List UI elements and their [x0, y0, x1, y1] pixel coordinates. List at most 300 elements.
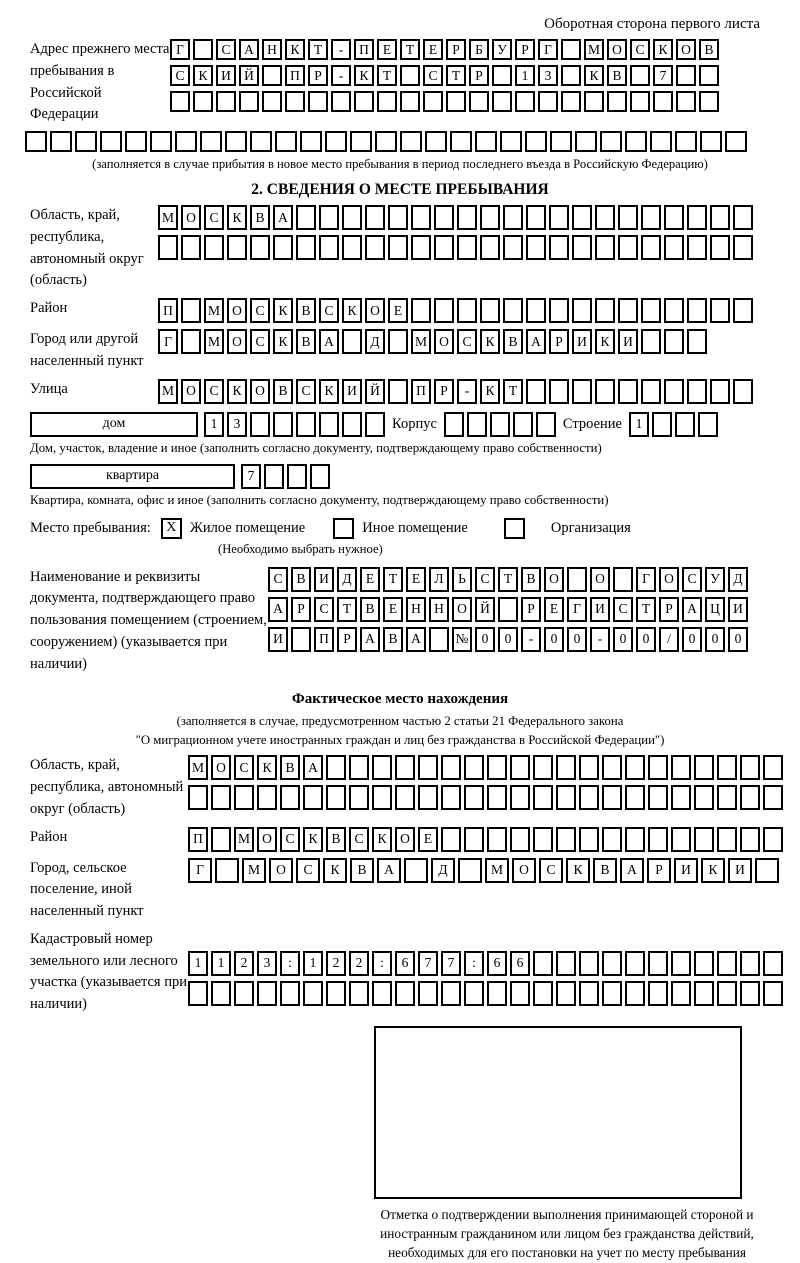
- char-cell: 1: [204, 412, 224, 437]
- char-cell: [572, 298, 592, 323]
- district-row: [158, 298, 753, 323]
- char-cell: В: [280, 755, 300, 780]
- char-cell: [515, 91, 535, 112]
- char-cell: [388, 235, 408, 260]
- char-cell: С: [204, 205, 224, 230]
- char-cell: [492, 65, 512, 86]
- char-cell: С: [319, 298, 339, 323]
- char-cell: С: [250, 298, 270, 323]
- char-cell: 2: [326, 951, 346, 976]
- char-cell: Д: [365, 329, 385, 354]
- char-cell: С: [268, 567, 288, 592]
- char-cell: Р: [469, 65, 489, 86]
- char-cell: [648, 951, 668, 976]
- char-cell: [549, 379, 569, 404]
- house-note: Дом, участок, владение и иное (заполнить согласно документу, подтверждающему право собственности): [30, 440, 602, 455]
- char-cell: А: [620, 858, 644, 883]
- char-cell: [533, 755, 553, 780]
- char-cell: [763, 951, 783, 976]
- char-cell: [411, 205, 431, 230]
- char-cell: [211, 981, 231, 1006]
- cadastral-field: [30, 929, 800, 1016]
- char-cell: Т: [337, 597, 357, 622]
- char-cell: О: [211, 755, 231, 780]
- char-cell: 0: [705, 627, 725, 652]
- actual-location-note-line2: "О миграционном учете иностранных граждан и лиц без гражданства в Российской Федерации"): [135, 732, 665, 747]
- char-cell: О: [250, 379, 270, 404]
- char-cell: [487, 785, 507, 810]
- char-cell: И: [216, 65, 236, 86]
- char-cell: [458, 858, 482, 883]
- char-cell: [600, 131, 622, 152]
- char-cell: Т: [383, 567, 403, 592]
- char-cell: [694, 951, 714, 976]
- char-cell: [273, 412, 293, 437]
- char-cell: [579, 827, 599, 852]
- char-cell: [444, 412, 464, 437]
- char-cell: [510, 785, 530, 810]
- char-cell: [710, 379, 730, 404]
- char-cell: [625, 785, 645, 810]
- char-cell: [641, 329, 661, 354]
- char-cell: [763, 785, 783, 810]
- char-cell: [464, 755, 484, 780]
- char-cell: [618, 298, 638, 323]
- char-cell: Г: [636, 567, 656, 592]
- char-cell: П: [285, 65, 305, 86]
- char-cell: [303, 785, 323, 810]
- char-cell: Ь: [452, 567, 472, 592]
- char-cell: К: [257, 755, 277, 780]
- korpus-label: Корпус: [392, 415, 437, 432]
- char-cell: [710, 298, 730, 323]
- char-cell: [525, 131, 547, 152]
- char-cell: [607, 91, 627, 112]
- char-cell: [434, 298, 454, 323]
- street-label: Улица: [30, 380, 68, 397]
- char-cell: [717, 951, 737, 976]
- char-cell: 1: [629, 412, 649, 437]
- apartment-row: [30, 464, 800, 489]
- prev-address-row-3: [170, 91, 719, 112]
- checkbox-other-premises[interactable]: [333, 518, 354, 539]
- char-cell: [457, 205, 477, 230]
- char-cell: [441, 755, 461, 780]
- char-cell: О: [257, 827, 277, 852]
- char-cell: И: [342, 379, 362, 404]
- char-cell: [257, 981, 277, 1006]
- char-cell: [296, 412, 316, 437]
- char-cell: [699, 65, 719, 86]
- char-cell: [350, 131, 372, 152]
- char-cell: Р: [434, 379, 454, 404]
- prev-address-row-2: [170, 65, 719, 86]
- char-cell: О: [607, 39, 627, 60]
- region-label: Область, край, республика, автономный округ (область): [30, 207, 144, 289]
- char-cell: А: [239, 39, 259, 60]
- char-cell: [648, 827, 668, 852]
- street-field: [30, 379, 800, 404]
- char-cell: [733, 205, 753, 230]
- char-cell: [513, 412, 533, 437]
- char-cell: [308, 91, 328, 112]
- char-cell: О: [269, 858, 293, 883]
- char-cell: [717, 981, 737, 1006]
- char-cell: [216, 91, 236, 112]
- char-cell: [262, 91, 282, 112]
- char-cell: М: [411, 329, 431, 354]
- char-cell: [755, 858, 779, 883]
- char-cell: [372, 785, 392, 810]
- char-cell: Д: [337, 567, 357, 592]
- char-cell: [725, 131, 747, 152]
- char-cell: [211, 785, 231, 810]
- char-cell: Р: [659, 597, 679, 622]
- char-cell: Р: [308, 65, 328, 86]
- char-cell: -: [331, 39, 351, 60]
- char-cell: С: [250, 329, 270, 354]
- char-cell: [273, 235, 293, 260]
- char-cell: [342, 412, 362, 437]
- char-cell: Е: [406, 567, 426, 592]
- char-cell: К: [584, 65, 604, 86]
- char-cell: В: [593, 858, 617, 883]
- char-cell: [652, 412, 672, 437]
- char-cell: 7: [418, 951, 438, 976]
- document-row-2: [268, 597, 748, 622]
- char-cell: В: [291, 567, 311, 592]
- char-cell: Д: [728, 567, 748, 592]
- char-cell: Н: [406, 597, 426, 622]
- char-cell: [388, 379, 408, 404]
- char-cell: [342, 205, 362, 230]
- char-cell: [602, 785, 622, 810]
- char-cell: К: [354, 65, 374, 86]
- char-cell: [365, 235, 385, 260]
- char-cell: [763, 981, 783, 1006]
- char-cell: [425, 131, 447, 152]
- char-cell: [326, 755, 346, 780]
- char-cell: [579, 951, 599, 976]
- char-cell: В: [350, 858, 374, 883]
- char-cell: С: [234, 755, 254, 780]
- char-cell: П: [314, 627, 334, 652]
- char-cell: А: [319, 329, 339, 354]
- char-cell: [648, 981, 668, 1006]
- char-cell: О: [365, 298, 385, 323]
- char-cell: Г: [538, 39, 558, 60]
- cadastral-label: Кадастровый номер земельного или лесного участка (указывается при наличии): [30, 930, 187, 1013]
- cadastral-row-1: [188, 951, 783, 976]
- char-cell: [239, 91, 259, 112]
- char-cell: С: [423, 65, 443, 86]
- char-cell: [533, 951, 553, 976]
- char-cell: С: [682, 567, 702, 592]
- char-cell: [487, 755, 507, 780]
- char-cell: Р: [521, 597, 541, 622]
- char-cell: [181, 298, 201, 323]
- char-cell: [170, 91, 190, 112]
- stay-type-row: [30, 518, 800, 539]
- char-cell: В: [503, 329, 523, 354]
- char-cell: 2: [234, 951, 254, 976]
- char-cell: И: [572, 329, 592, 354]
- char-cell: М: [188, 755, 208, 780]
- char-cell: [602, 755, 622, 780]
- char-cell: [694, 785, 714, 810]
- char-cell: [469, 91, 489, 112]
- char-cell: [648, 785, 668, 810]
- char-cell: №: [452, 627, 472, 652]
- korpus-cells: [444, 412, 556, 437]
- char-cell: С: [216, 39, 236, 60]
- document-row-3: [268, 627, 748, 652]
- char-cell: [365, 205, 385, 230]
- char-cell: В: [383, 627, 403, 652]
- char-cell: [492, 91, 512, 112]
- street-row: [158, 379, 753, 404]
- char-cell: 1: [515, 65, 535, 86]
- char-cell: Н: [429, 597, 449, 622]
- checkbox-residential[interactable]: X: [161, 518, 182, 539]
- char-cell: [698, 412, 718, 437]
- char-cell: [411, 235, 431, 260]
- char-cell: [75, 131, 97, 152]
- char-cell: [694, 827, 714, 852]
- char-cell: [579, 755, 599, 780]
- char-cell: В: [699, 39, 719, 60]
- char-cell: 0: [544, 627, 564, 652]
- char-cell: [641, 298, 661, 323]
- char-cell: К: [480, 379, 500, 404]
- char-cell: [480, 235, 500, 260]
- document-row-1: [268, 567, 748, 592]
- char-cell: 3: [257, 951, 277, 976]
- char-cell: У: [492, 39, 512, 60]
- char-cell: К: [595, 329, 615, 354]
- char-cell: [675, 131, 697, 152]
- char-cell: [676, 91, 696, 112]
- actual-location-note: [0, 712, 800, 749]
- char-cell: [446, 91, 466, 112]
- char-cell: [549, 298, 569, 323]
- char-cell: [503, 298, 523, 323]
- char-cell: Т: [636, 597, 656, 622]
- actual-city-field: [30, 858, 800, 923]
- char-cell: О: [395, 827, 415, 852]
- char-cell: [100, 131, 122, 152]
- city-label: Город или другой населенный пункт: [30, 331, 144, 369]
- char-cell: [326, 981, 346, 1006]
- char-cell: [561, 91, 581, 112]
- char-cell: С: [613, 597, 633, 622]
- char-cell: [733, 379, 753, 404]
- char-cell: [388, 205, 408, 230]
- region-row-1: [158, 205, 753, 230]
- prev-address-row-1: [170, 39, 719, 60]
- char-cell: М: [584, 39, 604, 60]
- section2-title: 2. СВЕДЕНИЯ О МЕСТЕ ПРЕБЫВАНИЯ: [251, 181, 549, 198]
- char-cell: И: [314, 567, 334, 592]
- char-cell: [418, 785, 438, 810]
- char-cell: Е: [377, 39, 397, 60]
- char-cell: :: [372, 951, 392, 976]
- char-cell: [457, 235, 477, 260]
- char-cell: И: [618, 329, 638, 354]
- char-cell: С: [314, 597, 334, 622]
- actual-region-field: [30, 755, 800, 820]
- char-cell: [377, 91, 397, 112]
- char-cell: [687, 379, 707, 404]
- char-cell: К: [227, 379, 247, 404]
- char-cell: [710, 235, 730, 260]
- char-cell: [372, 755, 392, 780]
- char-cell: [441, 981, 461, 1006]
- char-cell: Т: [503, 379, 523, 404]
- char-cell: [556, 981, 576, 1006]
- char-cell: [225, 131, 247, 152]
- prev-address-label: Адрес прежнего места пребывания в Российской Федерации: [30, 41, 170, 123]
- char-cell: В: [273, 379, 293, 404]
- char-cell: [125, 131, 147, 152]
- char-cell: [211, 827, 231, 852]
- char-cell: [150, 131, 172, 152]
- char-cell: [487, 827, 507, 852]
- char-cell: [533, 827, 553, 852]
- prev-address-field: [30, 39, 800, 126]
- char-cell: Е: [423, 39, 443, 60]
- char-cell: [733, 298, 753, 323]
- char-cell: [650, 131, 672, 152]
- char-cell: О: [676, 39, 696, 60]
- char-cell: [641, 205, 661, 230]
- char-cell: [200, 131, 222, 152]
- char-cell: [572, 379, 592, 404]
- char-cell: А: [360, 627, 380, 652]
- char-cell: [595, 298, 615, 323]
- apartment-number-cells: [241, 464, 330, 489]
- char-cell: [675, 412, 695, 437]
- char-cell: [395, 981, 415, 1006]
- char-cell: [717, 827, 737, 852]
- char-cell: [400, 131, 422, 152]
- char-cell: Е: [544, 597, 564, 622]
- char-cell: [630, 65, 650, 86]
- house-number-cells: [204, 412, 385, 437]
- char-cell: И: [728, 858, 752, 883]
- char-cell: Р: [647, 858, 671, 883]
- char-cell: М: [204, 298, 224, 323]
- actual-city-label: Город, сельское поселение, иной населенный пункт: [30, 859, 144, 920]
- checkbox-organization[interactable]: [504, 518, 525, 539]
- char-cell: Р: [446, 39, 466, 60]
- char-cell: [625, 981, 645, 1006]
- char-cell: [349, 981, 369, 1006]
- char-cell: [296, 205, 316, 230]
- char-cell: [498, 597, 518, 622]
- char-cell: [556, 755, 576, 780]
- house-row: [30, 412, 800, 437]
- cadastral-row-2: [188, 981, 783, 1006]
- char-cell: К: [342, 298, 362, 323]
- char-cell: [215, 858, 239, 883]
- confirmation-mark-caption: Отметка о подтверждении выполнения принимающей стороной и иностранным гражданином или лицом без гражданства действий, необходимых для его постановки на учет по месту пребывания: [380, 1206, 754, 1261]
- char-cell: Т: [400, 39, 420, 60]
- char-cell: [538, 91, 558, 112]
- char-cell: О: [181, 205, 201, 230]
- char-cell: [395, 755, 415, 780]
- char-cell: [400, 65, 420, 86]
- char-cell: В: [521, 567, 541, 592]
- char-cell: [572, 205, 592, 230]
- char-cell: С: [204, 379, 224, 404]
- option-organization-label: Организация: [550, 519, 631, 536]
- char-cell: [257, 785, 277, 810]
- apartment-note: Квартира, комната, офис и иное (заполнить согласно документу, подтверждающему право собственности): [30, 492, 609, 507]
- char-cell: А: [526, 329, 546, 354]
- char-cell: С: [539, 858, 563, 883]
- char-cell: [618, 205, 638, 230]
- actual-region-row-1: [188, 755, 783, 780]
- char-cell: [687, 235, 707, 260]
- char-cell: 2: [349, 951, 369, 976]
- char-cell: П: [158, 298, 178, 323]
- char-cell: О: [227, 298, 247, 323]
- char-cell: К: [303, 827, 323, 852]
- char-cell: О: [512, 858, 536, 883]
- stroenie-cells: [629, 412, 718, 437]
- char-cell: М: [158, 205, 178, 230]
- char-cell: [204, 235, 224, 260]
- char-cell: [287, 464, 307, 489]
- char-cell: [700, 131, 722, 152]
- char-cell: /: [659, 627, 679, 652]
- char-cell: [490, 412, 510, 437]
- char-cell: [188, 981, 208, 1006]
- char-cell: :: [464, 951, 484, 976]
- char-cell: [630, 91, 650, 112]
- char-cell: [234, 785, 254, 810]
- apartment-type-box: квартира: [30, 464, 235, 489]
- district-field: [30, 298, 800, 323]
- char-cell: О: [452, 597, 472, 622]
- char-cell: [561, 65, 581, 86]
- char-cell: [280, 785, 300, 810]
- char-cell: [50, 131, 72, 152]
- char-cell: Е: [418, 827, 438, 852]
- char-cell: [264, 464, 284, 489]
- char-cell: 0: [613, 627, 633, 652]
- char-cell: В: [326, 827, 346, 852]
- char-cell: У: [705, 567, 725, 592]
- char-cell: [641, 235, 661, 260]
- char-cell: [671, 981, 691, 1006]
- char-cell: 0: [498, 627, 518, 652]
- char-cell: [533, 981, 553, 1006]
- char-cell: [331, 91, 351, 112]
- char-cell: [625, 951, 645, 976]
- char-cell: [618, 235, 638, 260]
- char-cell: [175, 131, 197, 152]
- char-cell: :: [280, 951, 300, 976]
- char-cell: [567, 567, 587, 592]
- actual-location-title: Фактическое место нахождения: [291, 691, 509, 708]
- char-cell: Ц: [705, 597, 725, 622]
- char-cell: А: [406, 627, 426, 652]
- char-cell: С: [630, 39, 650, 60]
- char-cell: [671, 785, 691, 810]
- char-cell: М: [204, 329, 224, 354]
